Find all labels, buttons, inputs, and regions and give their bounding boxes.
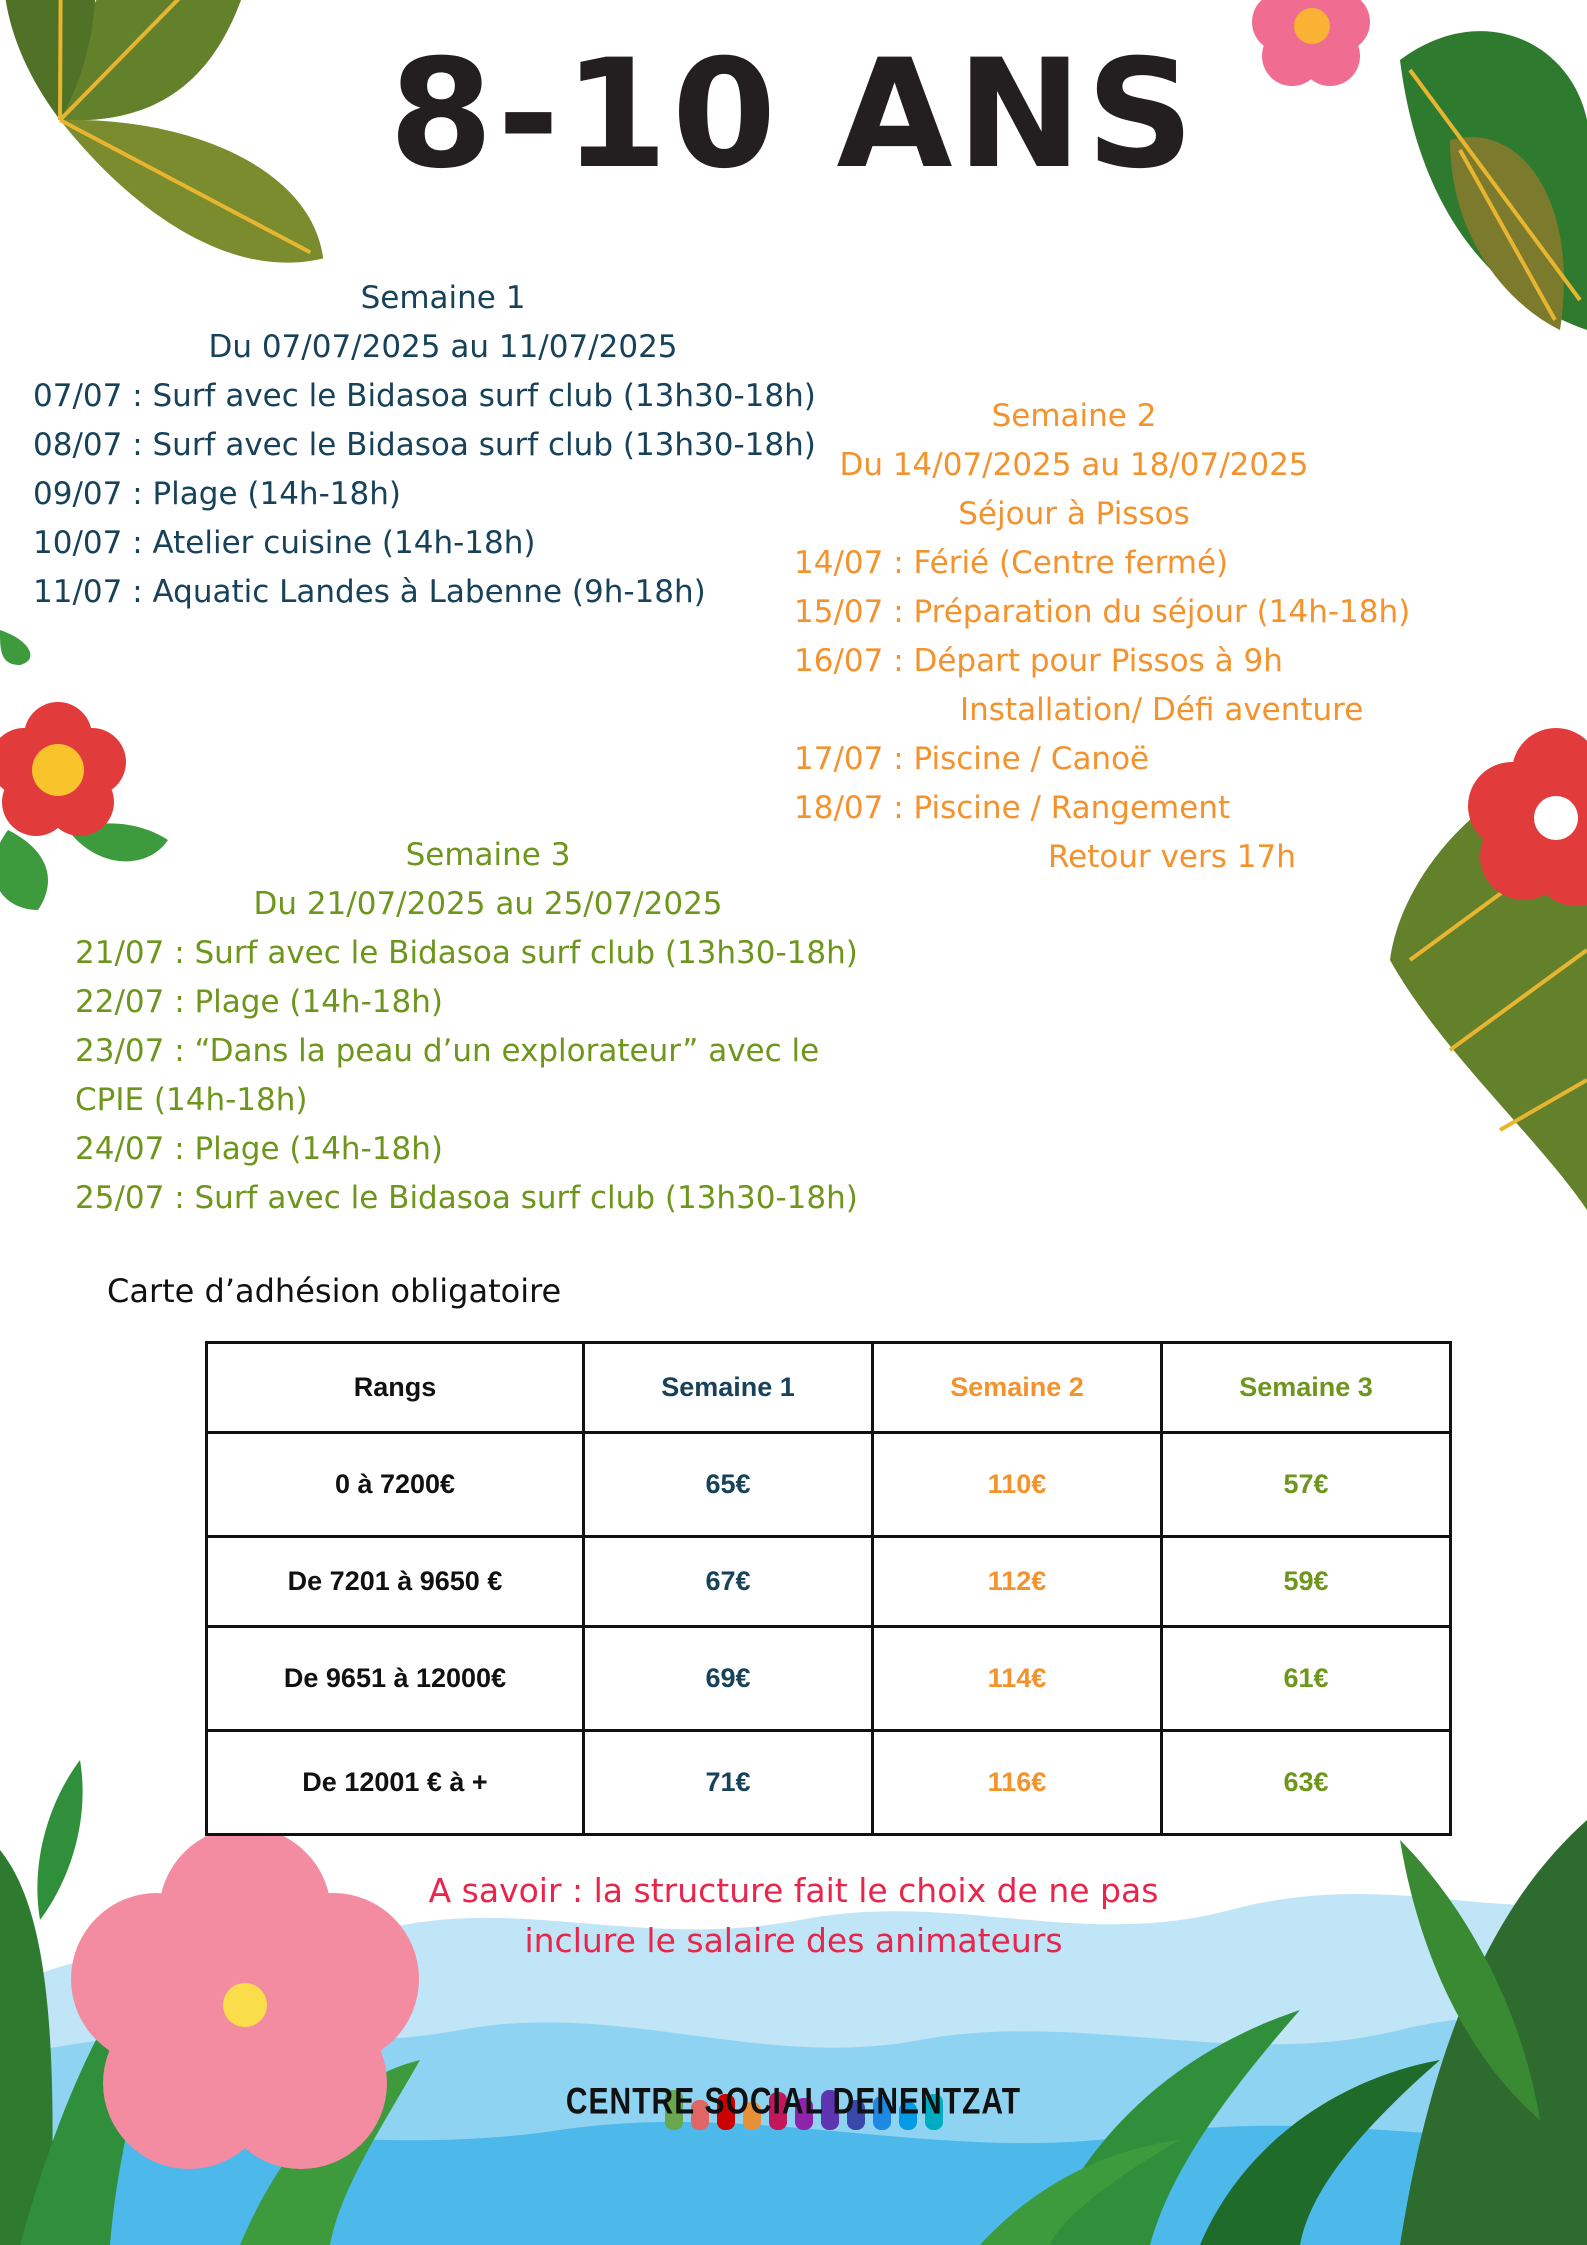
table-cell: 116€ [873,1731,1162,1835]
week-3-activity: 25/07 : Surf avec le Bidasoa surf club (13h30-18h) [75,1180,858,1216]
table-cell: 59€ [1162,1537,1451,1627]
table-header-row [207,1343,1451,1433]
week-3-activity: 24/07 : Plage (14h-18h) [75,1131,443,1167]
table-cell-range: 0 à 7200€ [207,1433,584,1537]
table-cell: 57€ [1162,1433,1451,1537]
table-cell: 71€ [584,1731,873,1835]
week-2-subtitle: Séjour à Pissos [958,496,1190,532]
table-cell: 67€ [584,1537,873,1627]
table-cell: 112€ [873,1537,1162,1627]
table-cell: 114€ [873,1627,1162,1731]
membership-notice: Carte d’adhésion obligatoire [107,1272,562,1310]
table-cell: 61€ [1162,1627,1451,1731]
week-2-block [794,392,1554,882]
week-3-dates: Du 21/07/2025 au 25/07/2025 [253,886,723,922]
week-2-activity: 17/07 : Piscine / Canoë [794,741,1150,777]
table-row [207,1433,1451,1537]
week-1-activity: 10/07 : Atelier cuisine (14h-18h) [33,525,536,561]
page-title: 8-10 ANS [388,28,1199,202]
week-1-activity: 08/07 : Surf avec le Bidasoa surf club (13h30-18h) [33,427,816,463]
week-3-activity: 23/07 : “Dans la peau d’un explorateur” avec le [75,1033,820,1069]
info-note-line: inclure le salaire des animateurs [524,1921,1063,1960]
pricing-table [205,1341,1452,1836]
table-cell: 63€ [1162,1731,1451,1835]
week-3-activity-continued: CPIE (14h-18h) [75,1082,308,1118]
info-note [0,1866,1587,1966]
table-row [207,1537,1451,1627]
week-1-heading: Semaine 1 [360,280,526,316]
table-header: Rangs [207,1343,584,1433]
table-header: Semaine 2 [873,1343,1162,1433]
week-2-activity: 14/07 : Férié (Centre fermé) [794,545,1229,581]
table-row [207,1627,1451,1731]
organization-logo-text: CENTRE SOCIAL DENENTZAT [565,2080,1022,2122]
week-3-heading: Semaine 3 [405,837,571,873]
week-3-block [75,831,975,1223]
table-cell-range: De 7201 à 9650 € [207,1537,584,1627]
week-1-block [33,274,853,617]
week-1-dates: Du 07/07/2025 au 11/07/2025 [208,329,678,365]
table-header: Semaine 3 [1162,1343,1451,1433]
week-1-activity: 11/07 : Aquatic Landes à Labenne (9h-18h) [33,574,706,610]
week-1-activity: 07/07 : Surf avec le Bidasoa surf club (13h30-18h) [33,378,816,414]
week-2-activity-continued: Retour vers 17h [1048,839,1296,875]
table-cell: 69€ [584,1627,873,1731]
table-cell-range: De 9651 à 12000€ [207,1627,584,1731]
table-header: Semaine 1 [584,1343,873,1433]
table-cell: 110€ [873,1433,1162,1537]
week-1-activity: 09/07 : Plage (14h-18h) [33,476,401,512]
week-2-activity: 16/07 : Départ pour Pissos à 9h [794,643,1283,679]
week-2-dates: Du 14/07/2025 au 18/07/2025 [839,447,1309,483]
leaf-left-edge [0,630,30,665]
week-2-activity: 15/07 : Préparation du séjour (14h-18h) [794,594,1411,630]
table-row [207,1731,1451,1835]
week-3-activity: 21/07 : Surf avec le Bidasoa surf club (13h30-18h) [75,935,858,971]
week-2-heading: Semaine 2 [991,398,1157,434]
table-cell-range: De 12001 € à + [207,1731,584,1835]
week-2-activity: 18/07 : Piscine / Rangement [794,790,1231,826]
table-cell: 65€ [584,1433,873,1537]
info-note-line: A savoir : la structure fait le choix de ne pas [428,1871,1159,1910]
week-3-activity: 22/07 : Plage (14h-18h) [75,984,443,1020]
week-2-activity-continued: Installation/ Défi aventure [960,692,1364,728]
